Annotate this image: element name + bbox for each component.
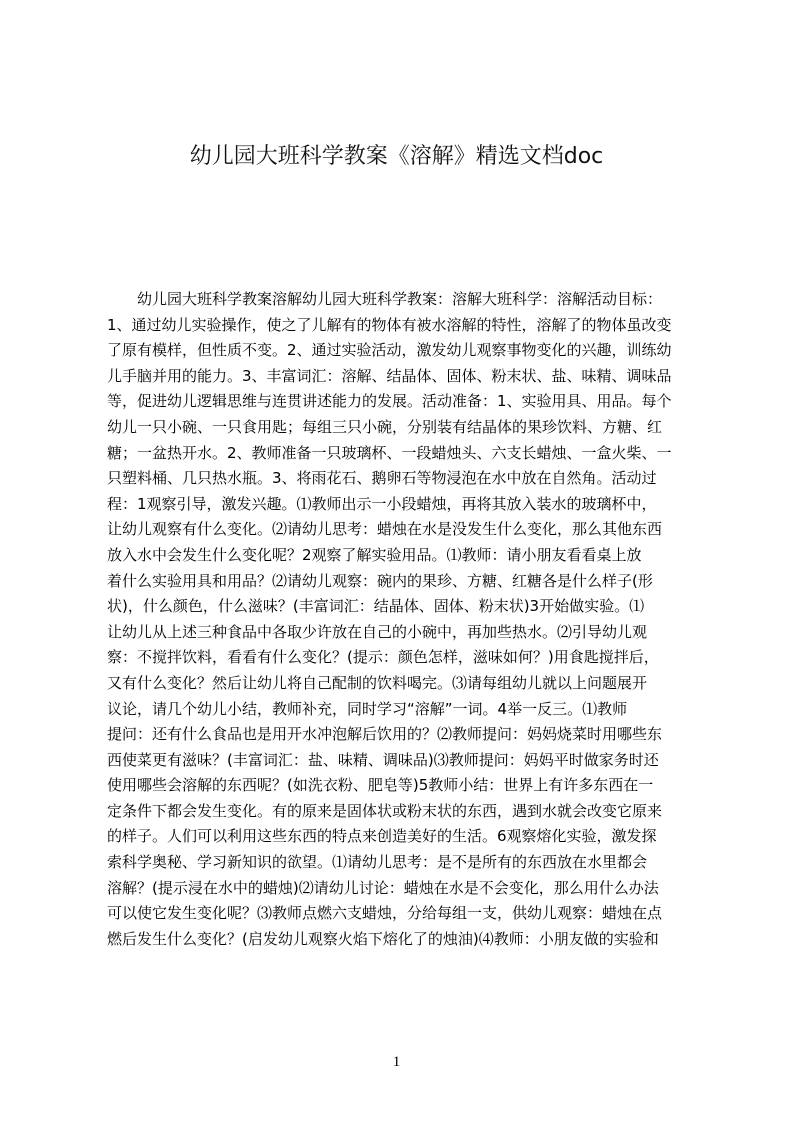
body-line: 了原有模样，但性质不变。2、通过实验活动，激发幼儿观察事物变化的兴趣，训练幼 [107, 341, 672, 360]
body-line: 状)，什么颜色，什么滋味？(丰富词汇：结晶体、固体、粉末状)3开始做实验。⑴ [107, 597, 645, 616]
body-line: 使用哪些会溶解的东西呢？(如洗衣粉、肥皂等)5教师小结：世界上有许多东西在一 [107, 776, 654, 795]
body-line: 让幼儿观察有什么变化。⑵请幼儿思考：蜡烛在水是没发生什么变化，那么其他东西 [107, 520, 663, 539]
body-line: 可以使它发生变化呢？⑶教师点燃六支蜡烛，分给每组一支，供幼儿观察：蜡烛在点 [107, 904, 663, 923]
body-line: 索科学奥秘、学习新知识的欲望。⑴请幼儿思考：是不是所有的东西放在水里都会 [107, 853, 648, 872]
body-line: 儿手脑并用的能力。3、丰富词汇：溶解、结晶体、固体、粉末状、盐、味精、调味品 [107, 366, 672, 385]
document-body [107, 287, 697, 952]
body-line: 燃后发生什么变化？(启发幼儿观察火焰下熔化了的烛油)⑷教师：小朋友做的实验和 [107, 929, 659, 948]
body-line: 着什么实验用具和用品？⑵请幼儿观察：碗内的果珍、方糖、红糖各是什么样子(形 [107, 571, 653, 590]
body-line: 溶解？(提示浸在水中的蜡烛)⑵请幼儿讨论：蜡烛在水是不会变化，那么用什么办法 [107, 878, 659, 897]
body-line: 定条件下都会发生变化。有的原来是固体状或粉末状的东西，遇到水就会改变它原来 [107, 801, 663, 820]
body-line: 西使菜更有滋味？(丰富词汇：盐、味精、调味品)⑶教师提问：妈妈平时做家务时还 [107, 750, 659, 769]
body-line: 糖；一盆热开水。2、教师准备一只玻璃杯、一段蜡烛头、六支长蜡烛、一盒火柴、一 [107, 443, 672, 462]
body-line: 提问：还有什么食品也是用开水冲泡解后饮用的？⑵教师提问：妈妈烧菜时用哪些东 [107, 725, 663, 744]
body-line: 又有什么变化？然后让幼儿将自己配制的饮料喝完。⑶请每组幼儿就以上问题展开 [107, 673, 648, 692]
body-line: 1、通过幼儿实验操作，使之了儿解有的物体有被水溶解的特性，溶解了的物体虽改变 [107, 315, 672, 334]
body-line: 程：1观察引导，激发兴趣。⑴教师出示一小段蜡烛，再将其放入装水的玻璃杯中， [107, 494, 657, 513]
body-line: 让幼儿从上述三种食品中各取少许放在自己的小碗中，再加些热水。⑵引导幼儿观 [107, 622, 648, 641]
body-line: 等，促进幼儿逻辑思维与连贯讲述能力的发展。活动准备：1、实验用具、用品。每个 [107, 392, 672, 411]
document-title: 幼儿园大班科学教案《溶解》精选文档doc [189, 144, 604, 169]
page-number: 1 [392, 1054, 401, 1070]
body-line: 议论，请几个幼儿小结，教师补充，同时学习“溶解”一词。4举一反三。⑴教师 [107, 699, 628, 718]
body-line: 幼儿园大班科学教案溶解幼儿园大班科学教案：溶解大班科学：溶解活动目标： [107, 290, 663, 308]
body-line: 察：不搅拌饮料，看看有什么变化？(提示：颜色怎样，滋味如何？)用食匙搅拌后， [107, 648, 659, 667]
body-line: 放入水中会发生什么变化呢？2观察了解实验用品。⑴教师：请小朋友看看桌上放 [107, 545, 642, 564]
body-line: 只塑料桶、几只热水瓶。3、将雨花石、鹅卵石等物浸泡在水中放在自然角。活动过 [107, 469, 657, 488]
body-line: 幼儿一只小碗、一只食用匙；每组三只小碗，分别装有结晶体的果珍饮料、方糖、红 [107, 417, 663, 436]
body-line: 的样子。人们可以利用这些东西的特点来创造美好的生活。6观察熔化实验，激发探 [107, 827, 657, 846]
